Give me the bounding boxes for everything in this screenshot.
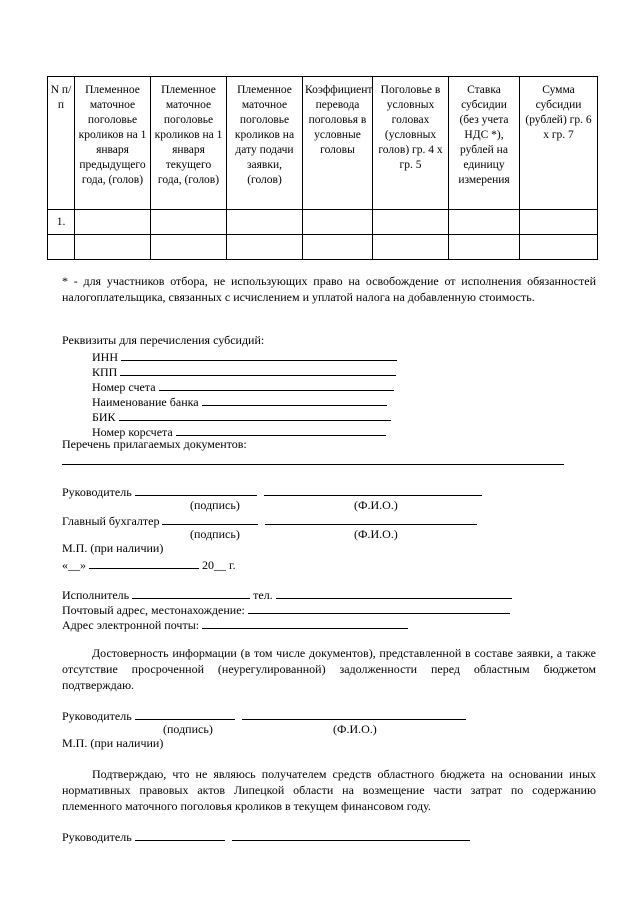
inn-label: ИНН bbox=[92, 350, 118, 364]
non-recipient-paragraph: Подтверждаю, что не являюсь получателем средств областного бюджета на основании иных нормативных правовых актов Липецкой области на возмещение части затрат по содержанию племенного маточного поголовья кроликов в текущем финансовом году. bbox=[62, 767, 596, 813]
email-label: Адрес электронной почты: bbox=[62, 618, 200, 632]
table-cell[interactable] bbox=[520, 210, 598, 235]
table-cell[interactable] bbox=[227, 235, 303, 260]
bik-field[interactable] bbox=[119, 408, 391, 421]
address-field[interactable] bbox=[248, 601, 510, 614]
table-cell[interactable] bbox=[227, 210, 303, 235]
chief-accountant-label: Главный бухгалтер bbox=[62, 514, 160, 528]
head-fio-field[interactable] bbox=[232, 828, 470, 841]
fio-caption: (Ф.И.О.) bbox=[354, 498, 398, 512]
bank-label: Наименование банка bbox=[92, 395, 199, 409]
table-cell[interactable] bbox=[449, 235, 520, 260]
kpp-field[interactable] bbox=[120, 363, 396, 376]
table-header: N п/п bbox=[48, 77, 75, 210]
bik-label: БИК bbox=[92, 410, 116, 424]
account-label: Номер счета bbox=[92, 380, 156, 394]
executor-field[interactable] bbox=[132, 586, 250, 599]
signature-caption: (подпись) bbox=[190, 527, 240, 541]
table-cell[interactable] bbox=[151, 235, 227, 260]
head-signature-row-2 bbox=[62, 707, 466, 724]
table-cell[interactable] bbox=[373, 235, 449, 260]
head-signature-field[interactable] bbox=[135, 483, 257, 496]
head-label: Руководитель bbox=[62, 830, 132, 844]
table-header: Поголовье в условных головах (условных голов) гр. 4 х гр. 5 bbox=[373, 77, 449, 210]
table-header: Коэффициент перевода поголовья в условные головы bbox=[303, 77, 373, 210]
address-label: Почтовый адрес, местонахождение: bbox=[62, 603, 245, 617]
date-day: «__» bbox=[62, 558, 86, 572]
head-fio-field[interactable] bbox=[264, 483, 482, 496]
stamp-label: М.П. (при наличии) bbox=[62, 541, 164, 555]
accountant-fio-field[interactable] bbox=[265, 512, 477, 525]
table-cell[interactable] bbox=[303, 210, 373, 235]
table-row bbox=[48, 210, 598, 235]
inn-field[interactable] bbox=[121, 348, 397, 361]
kpp-label: КПП bbox=[92, 365, 118, 379]
date-row bbox=[62, 556, 236, 573]
table-cell[interactable] bbox=[520, 235, 598, 260]
signature-caption: (подпись) bbox=[163, 722, 213, 736]
fio-caption: (Ф.И.О.) bbox=[354, 527, 398, 541]
corr-label: Номер корсчета bbox=[92, 425, 173, 439]
phone-label: тел. bbox=[253, 588, 273, 602]
docs-label: Перечень прилагаемых документов: bbox=[62, 437, 247, 451]
head-label: Руководитель bbox=[62, 709, 132, 723]
table-header: Племенное маточное поголовье кроликов на 1 января текущего года, (голов) bbox=[151, 77, 227, 210]
subsidy-table bbox=[47, 76, 598, 260]
signature-caption: (подпись) bbox=[190, 498, 240, 512]
table-header: Ставка субсидии (без учета НДС *), рублей на единицу измерения bbox=[449, 77, 520, 210]
head-fio-field[interactable] bbox=[242, 707, 466, 720]
table-cell[interactable] bbox=[151, 210, 227, 235]
table-cell[interactable] bbox=[75, 235, 151, 260]
confirmation-paragraph: Достоверность информации (в том числе документов), представленной в составе заявки, а также отсутствие просроченной (неурегулированной) задолженности перед областным бюджетом подтверждаю. bbox=[62, 646, 596, 692]
account-field[interactable] bbox=[159, 378, 394, 391]
head-label: Руководитель bbox=[62, 485, 132, 499]
table-cell[interactable] bbox=[449, 210, 520, 235]
table-cell[interactable] bbox=[48, 235, 75, 260]
table-cell[interactable] bbox=[75, 210, 151, 235]
table-header: Племенное маточное поголовье кроликов на 1 января предыдущего года, (голов) bbox=[75, 77, 151, 210]
head-signature-field[interactable] bbox=[135, 707, 235, 720]
head-signature-field[interactable] bbox=[135, 828, 225, 841]
email-row bbox=[62, 616, 408, 633]
table-header: Сумма субсидии (рублей) гр. 6 х гр. 7 bbox=[520, 77, 598, 210]
table-header-row bbox=[48, 77, 598, 210]
table-row bbox=[48, 235, 598, 260]
requisites-title: Реквизиты для перечисления субсидий: bbox=[62, 333, 265, 347]
table-cell[interactable]: 1. bbox=[48, 210, 75, 235]
table-cell[interactable] bbox=[373, 210, 449, 235]
accountant-signature-row bbox=[62, 512, 477, 529]
head-signature-row-3 bbox=[62, 828, 470, 845]
phone-field[interactable] bbox=[276, 586, 512, 599]
corr-field[interactable] bbox=[176, 423, 386, 436]
email-field[interactable] bbox=[202, 616, 408, 629]
bank-field[interactable] bbox=[202, 393, 387, 406]
fio-caption: (Ф.И.О.) bbox=[333, 722, 377, 736]
executor-label: Исполнитель bbox=[62, 588, 130, 602]
stamp-label: М.П. (при наличии) bbox=[62, 736, 164, 750]
table-cell[interactable] bbox=[303, 235, 373, 260]
head-signature-row bbox=[62, 483, 482, 500]
date-year: 20__ г. bbox=[202, 558, 236, 572]
date-month-field[interactable] bbox=[89, 556, 199, 569]
vat-footnote: * - для участников отбора, не использующих право на освобождение от исполнения обязанностей налогоплательщика, связанных с исчислением и уплатой налога на добавленную стоимость. bbox=[62, 274, 596, 304]
table-header: Племенное маточное поголовье кроликов на дату подачи заявки, (голов) bbox=[227, 77, 303, 210]
accountant-signature-field[interactable] bbox=[162, 512, 258, 525]
docs-field[interactable] bbox=[62, 464, 564, 465]
